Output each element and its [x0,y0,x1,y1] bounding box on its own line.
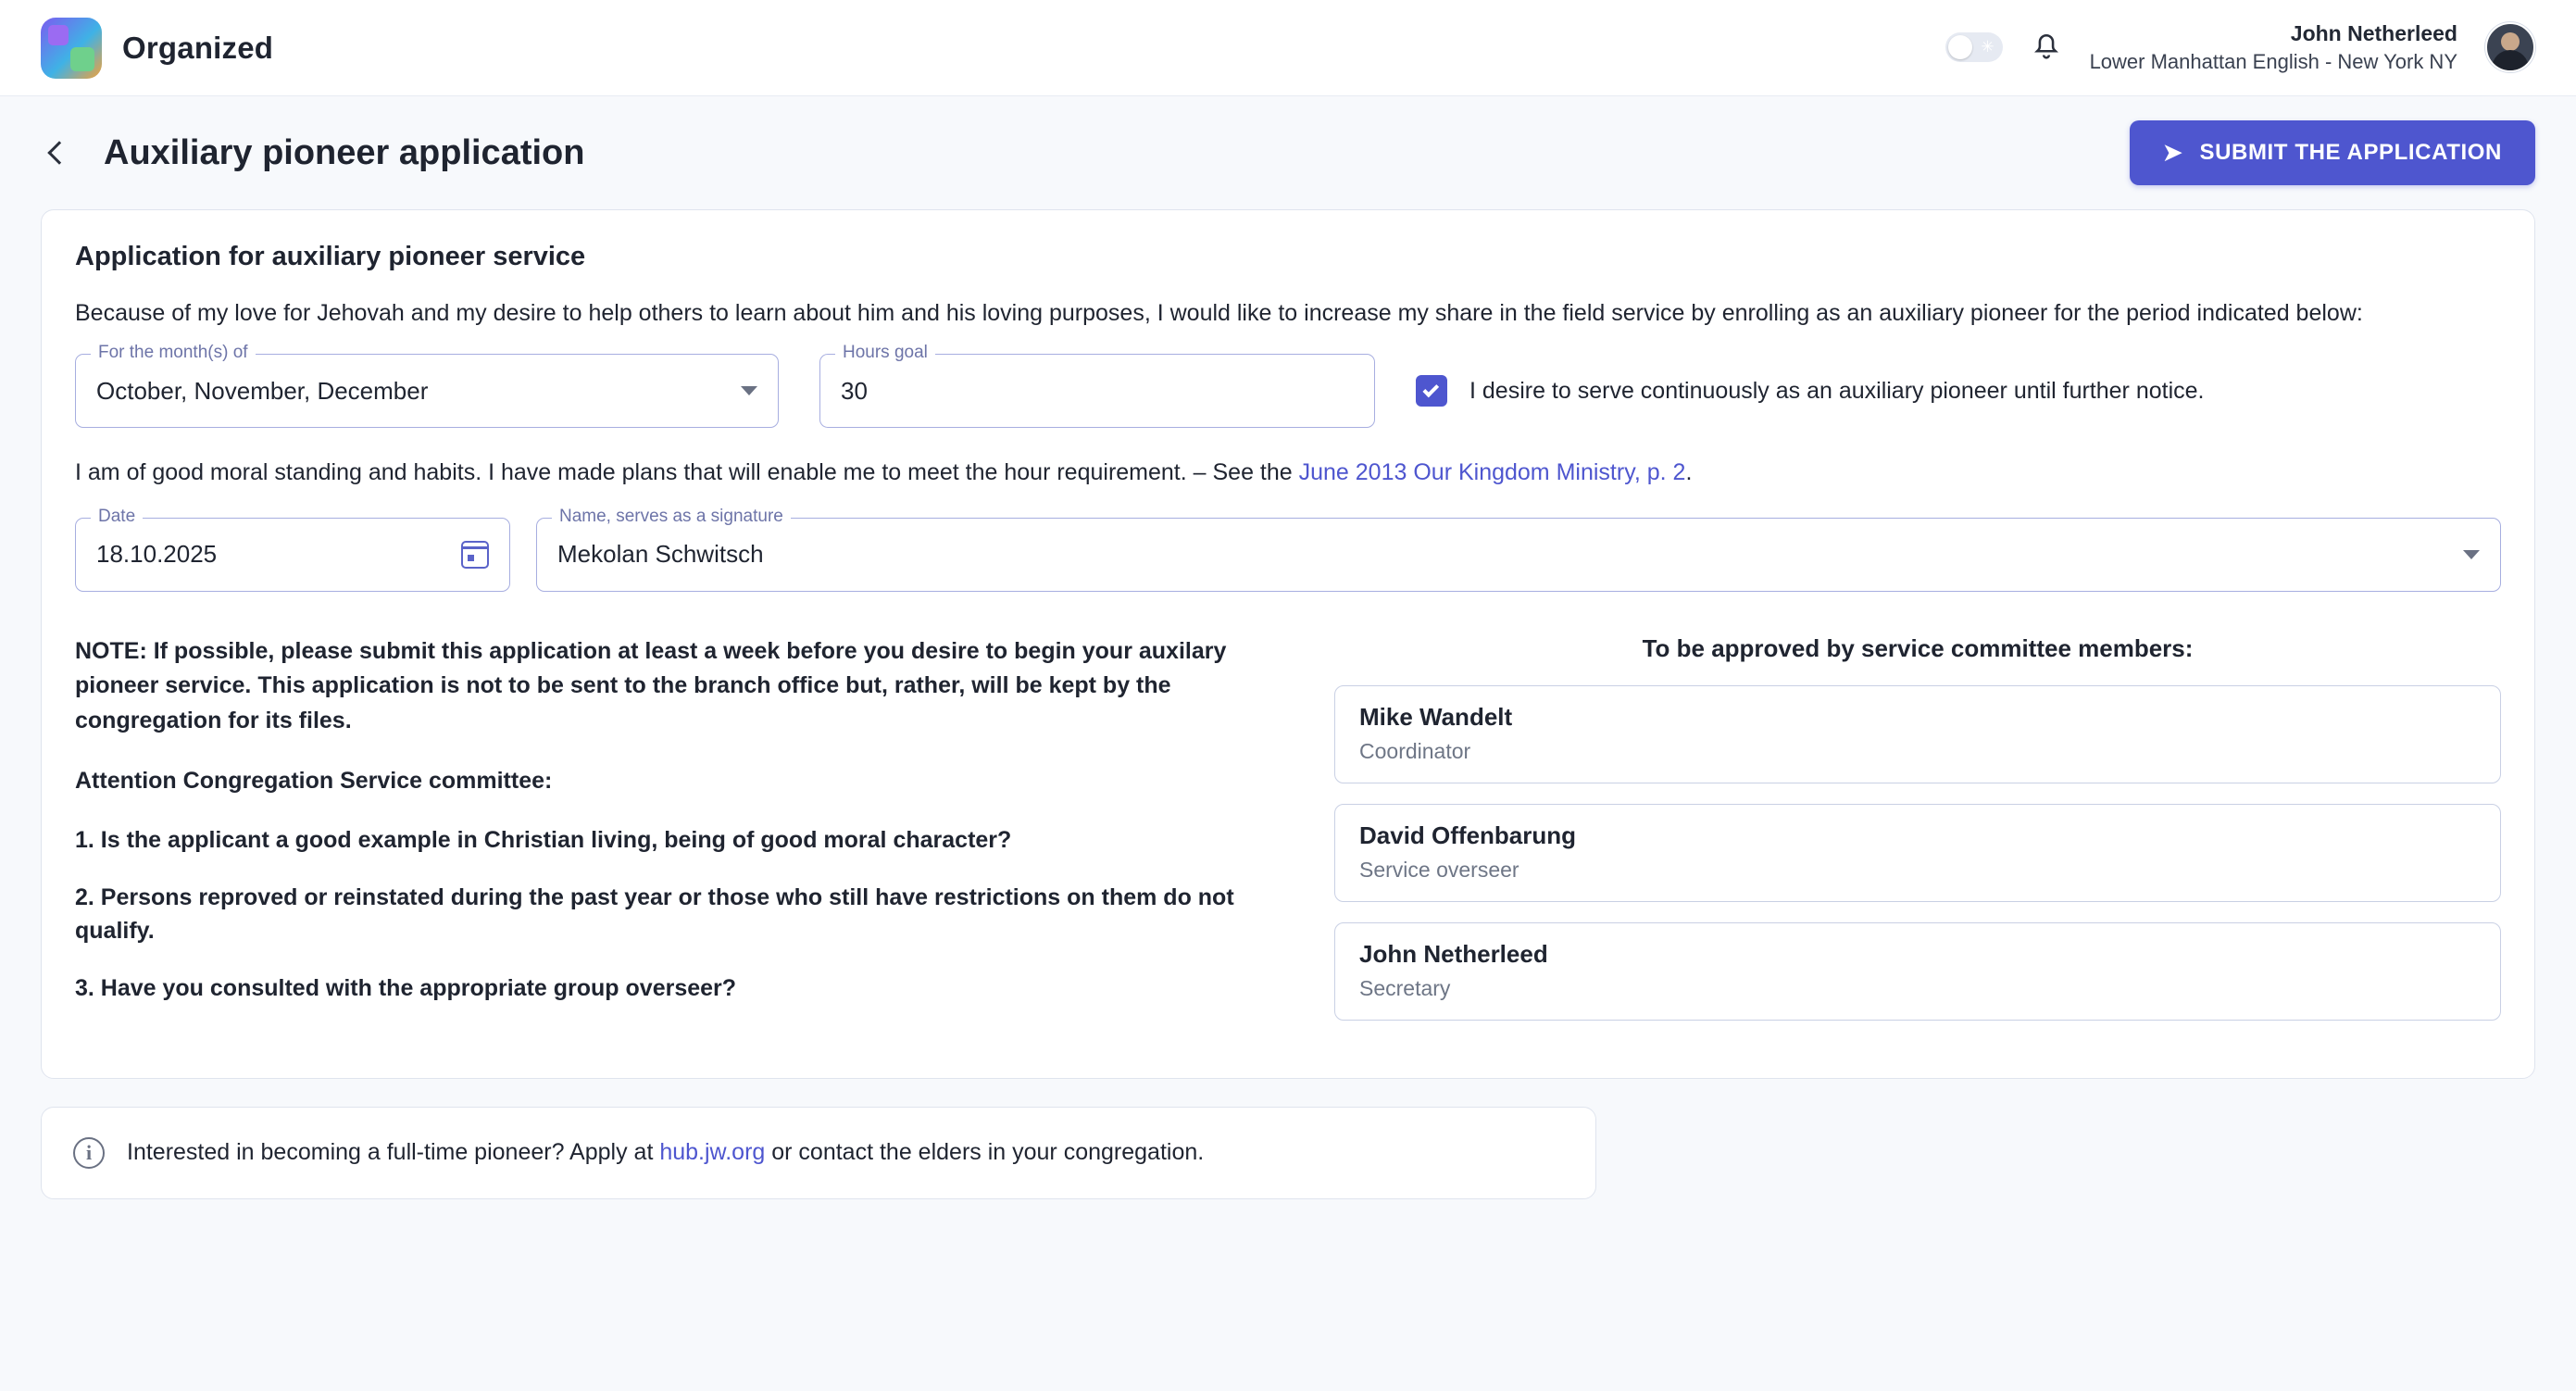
user-congregation: Lower Manhattan English - New York NY [2089,50,2457,74]
continuous-service-row[interactable] [1416,354,2204,428]
top-bar-right [1945,19,2535,76]
notification-bell-icon[interactable] [2031,31,2062,63]
page-header [0,96,2576,202]
brand[interactable] [41,18,273,79]
signature-value: Mekolan Schwitsch [557,540,764,568]
continuous-service-checkbox[interactable] [1416,375,1447,407]
form-row-period [75,343,2501,428]
committee-member-row[interactable] [1334,804,2501,902]
top-bar [0,0,2576,96]
hours-goal-label: Hours goal [835,343,935,363]
send-icon: ➤ [2162,139,2183,166]
info-banner-text [127,1139,1204,1166]
date-label: Date [91,507,143,527]
chevron-left-icon [47,141,70,164]
attention-heading: Attention Congregation Service committee: [75,768,553,794]
signature-select[interactable] [536,506,2501,592]
back-button[interactable] [41,132,78,173]
date-value: 18.10.2025 [96,540,218,568]
app-logo-icon [41,18,102,79]
info-banner [41,1107,1596,1199]
member-role: Secretary [1359,975,1451,1000]
statement-text-after: . [1685,459,1693,486]
toggle-knob [1948,35,1972,59]
moral-standing-statement [75,456,2464,489]
chevron-down-icon [2463,550,2480,559]
card-title: Application for auxiliary pioneer service [75,242,586,271]
info-icon: i [73,1137,105,1169]
member-name: David Offenbarung [1359,821,1577,849]
brand-name: Organized [122,30,274,65]
date-input[interactable] [75,506,510,592]
form-row-signature [75,506,2501,592]
bottom-columns [75,634,2501,1041]
committee-column [1334,634,2501,1041]
sun-icon: ✳ [1981,38,1995,56]
signature-label: Name, serves as a signature [552,507,791,527]
banner-text-after: or contact the elders in your congregation. [765,1139,1205,1165]
banner-text-before: Interested in becoming a full-time pioneer? Apply at [127,1139,660,1165]
months-select-value: October, November, December [96,376,429,405]
question-2: 2. Persons reproved or reinstated during the past year or those who still have restrictions on them do not qualify. [75,883,1234,944]
theme-toggle[interactable] [1945,32,2003,62]
submission-note: NOTE: If possible, please submit this application at least a week before you desire to begin your auxilary pioneer service. This application is not to be sent to the branch office but, rather, will be kept by the congregation for its files. [75,637,1227,733]
member-role: Coordinator [1359,738,1471,763]
notes-column [75,634,1279,1041]
hub-jw-org-link[interactable]: hub.jw.org [659,1139,766,1165]
member-role: Service overseer [1359,857,1519,882]
member-name: Mike Wandelt [1359,702,1513,731]
committee-member-row[interactable] [1334,922,2501,1021]
question-3: 3. Have you consulted with the appropriate group overseer? [75,975,737,1002]
committee-title: To be approved by service committee members: [1642,633,2194,662]
page-title: Auxiliary pioneer application [104,132,585,172]
user-name: John Netherleed [2290,21,2457,46]
intro-paragraph: Because of my love for Jehovah and my desire to help others to learn about him and his loving purposes, I would like to increase my share in the field service by enrolling as an auxiliary pioneer for the period indicated below: [75,300,2363,326]
hours-goal-input[interactable] [819,343,1375,428]
avatar[interactable] [2485,22,2535,72]
committee-member-row[interactable] [1334,685,2501,783]
kingdom-ministry-link[interactable]: June 2013 Our Kingdom Ministry, p. 2 [1298,459,1686,486]
months-select[interactable] [75,343,779,428]
calendar-icon[interactable] [461,541,489,569]
chevron-down-icon [741,386,757,395]
hours-goal-value: 30 [841,376,868,405]
submit-button-label: SUBMIT THE APPLICATION [2199,140,2502,165]
application-card [41,209,2535,1079]
months-select-label: For the month(s) of [91,343,256,363]
statement-text-before: I am of good moral standing and habits. I have made plans that will enable me to meet the hour requirement. – See the [75,459,1299,486]
question-1: 1. Is the applicant a good example in Christian living, being of good moral character? [75,826,1012,853]
submit-application-button[interactable] [2130,120,2535,185]
check-icon [1422,381,1439,397]
user-info[interactable] [2090,19,2457,76]
continuous-service-label: I desire to serve continuously as an auxiliary pioneer until further notice. [1469,377,2205,404]
member-name: John Netherleed [1359,939,1548,968]
